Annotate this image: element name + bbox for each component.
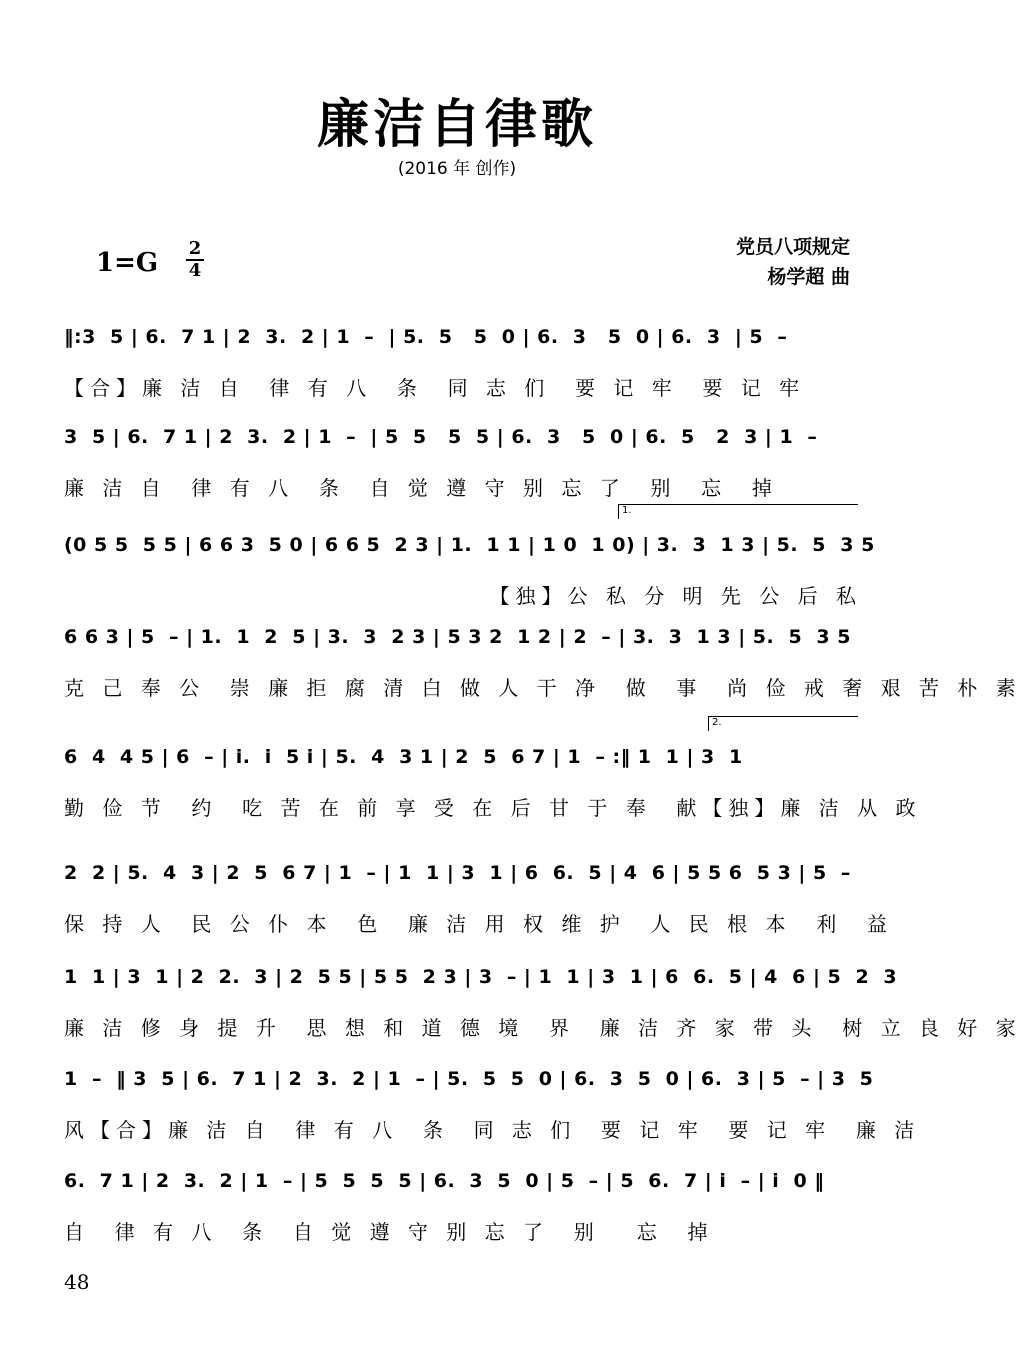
lyrics-line: 保 持 人 民 公 仆 本 色 廉 洁 用 权 维 护 人 民 根 本 利 益	[64, 912, 893, 936]
song-subtitle: (2016 年 创作)	[397, 159, 517, 179]
composer-credit: 杨学超 曲	[767, 266, 850, 288]
song-title: 廉洁自律歌	[316, 95, 597, 155]
lyrics-line: 廉 洁 自 律 有 八 条 自 觉 遵 守 别 忘 了 别 忘 掉	[64, 476, 778, 500]
volta-bracket-1: 1.	[618, 504, 858, 519]
lyricist-credit: 党员八项规定	[735, 236, 850, 258]
lyrics-line: 廉 洁 修 身 提 升 思 想 和 道 德 境 界 廉 洁 齐 家 带 头 树 立 良 好 家	[64, 1016, 1022, 1040]
lyrics-line: 【独】公 私 分 明 先 公 后 私	[489, 584, 862, 608]
page-number: 48	[64, 1270, 90, 1294]
lyrics-line: 克 己 奉 公 崇 廉 拒 腐 清 白 做 人 干 净 做 事 尚 俭 戒 奢 艰 苦 朴 素	[64, 676, 1022, 700]
notation-line: (0 5 5 5 5 | 6 6 3 5 0 | 6 6 5 2 3 | 1. 1 1 | 1 0 1 0) | 3. 3 1 3 | 5. 5 3 5	[64, 534, 875, 556]
time-signature-top: 2	[188, 238, 202, 259]
key-signature: 1=G	[96, 248, 159, 278]
lyrics-line: 勤 俭 节 约 吃 苦 在 前 享 受 在 后 甘 于 奉 献【独】廉 洁 从 政	[64, 796, 922, 820]
lyrics-line: 风【合】廉 洁 自 律 有 八 条 同 志 们 要 记 牢 要 记 牢 廉 洁	[64, 1118, 921, 1142]
notation-line: 6 6 3 | 5 – | 1. 1 2 5 | 3. 3 2 3 | 5 3 2 1 2 | 2 – | 3. 3 1 3 | 5. 5 3 5	[64, 626, 851, 648]
volta-bracket-2: 2.	[708, 716, 858, 731]
notation-line: 3 5 | 6. 7 1 | 2 3. 2 | 1 – | 5 5 5 5 | 6. 3 5 0 | 6. 5 2 3 | 1 –	[64, 426, 818, 448]
notation-line: ‖:3 5 | 6. 7 1 | 2 3. 2 | 1 – | 5. 5 5 0 | 6. 3 5 0 | 6. 3 | 5 –	[64, 326, 788, 348]
notation-line: 6 4 4 5 | 6 – | i. i 5 i | 5. 4 3 1 | 2 5 6 7 | 1 – :‖ 1 1 | 3 1	[64, 746, 743, 768]
lyrics-line: 自 律 有 八 条 自 觉 遵 守 别 忘 了 别 忘 掉	[64, 1220, 714, 1244]
notation-line: 6. 7 1 | 2 3. 2 | 1 – | 5 5 5 5 | 6. 3 5 0 | 5 – | 5 6. 7 | i – | i 0 ‖	[64, 1170, 825, 1192]
time-signature	[186, 240, 204, 280]
notation-line: 1 – ‖ 3 5 | 6. 7 1 | 2 3. 2 | 1 – | 5. 5 5 0 | 6. 3 5 0 | 6. 3 | 5 – | 3 5	[64, 1068, 874, 1090]
time-signature-bottom: 4	[188, 260, 202, 281]
notation-line: 2 2 | 5. 4 3 | 2 5 6 7 | 1 – | 1 1 | 3 1 | 6 6. 5 | 4 6 | 5 5 6 5 3 | 5 –	[64, 862, 851, 884]
notation-line: 1 1 | 3 1 | 2 2. 3 | 2 5 5 | 5 5 2 3 | 3 – | 1 1 | 3 1 | 6 6. 5 | 4 6 | 5 2 3	[64, 966, 898, 988]
lyrics-line: 【合】廉 洁 自 律 有 八 条 同 志 们 要 记 牢 要 记 牢	[64, 376, 806, 400]
